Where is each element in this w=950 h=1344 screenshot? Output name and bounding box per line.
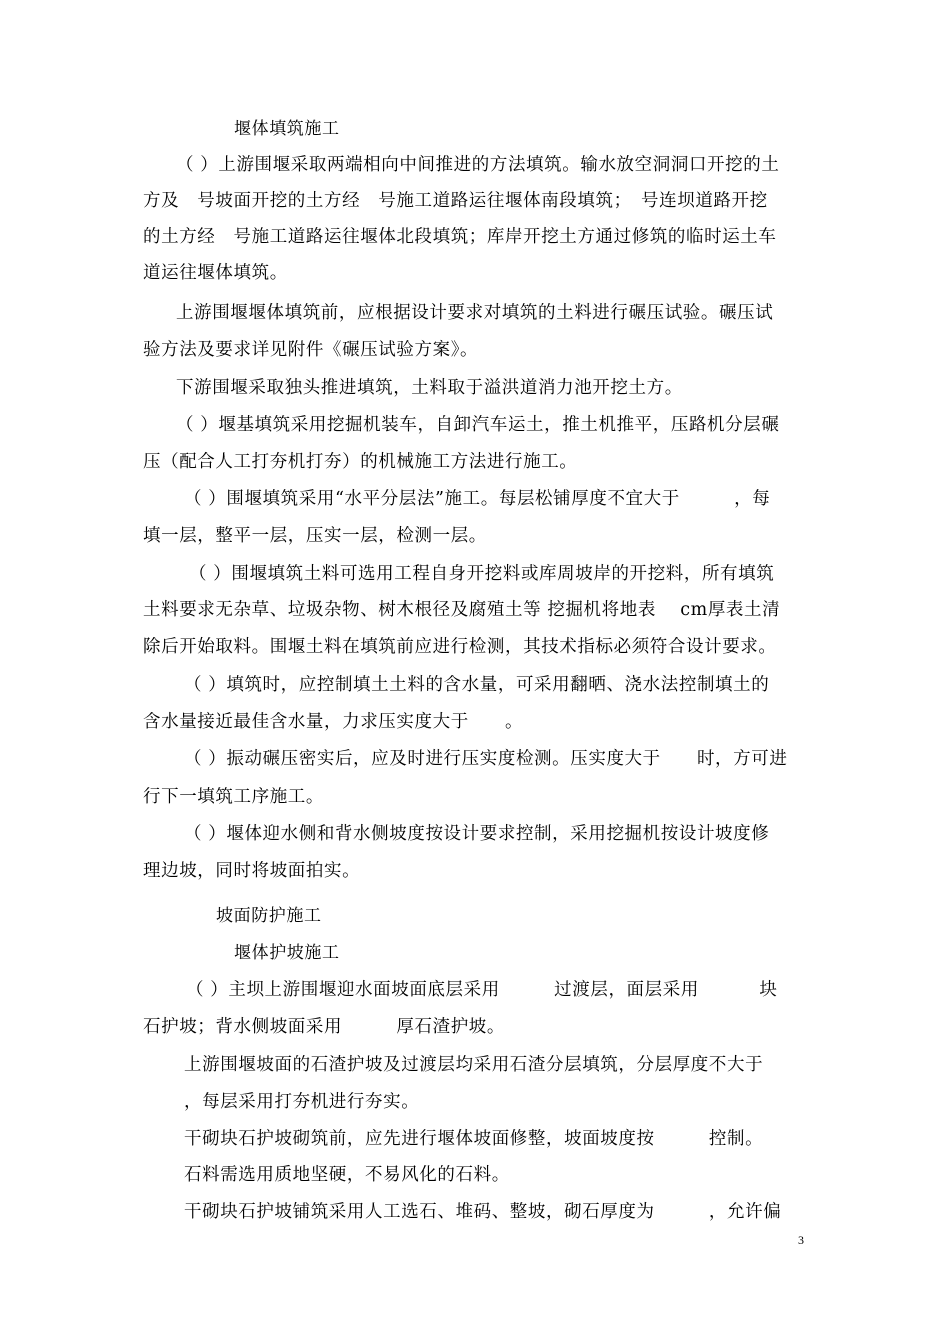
- paragraph-line: ，每层采用打夯机进行夯实。: [184, 1092, 420, 1112]
- paragraph-line: 干砌块石护坡砌筑前，应先进行堰体坡面修整，坡面坡度按 控制。: [184, 1129, 764, 1149]
- paragraph-line: 行下一填筑工序施工。: [143, 787, 324, 807]
- paragraph-line: （ ）围堰填筑土料可选用工程自身开挖料或库周坡岸的开挖料，所有填筑: [189, 564, 775, 584]
- heading-slope-protection: 坡面防护施工: [216, 906, 322, 926]
- heading-weir-fill-construction: 堰体填筑施工: [234, 119, 340, 139]
- paragraph-line: 理边坡，同时将坡面拍实。: [143, 861, 361, 881]
- paragraph-line: 上游围堰堰体填筑前，应根据设计要求对填筑的土料进行碾压试验。碾压试: [176, 303, 774, 323]
- paragraph-line: （ ）振动碾压密实后，应及时进行压实度检测。压实度大于 时，方可进: [184, 749, 788, 769]
- page-number: 3: [798, 1233, 804, 1247]
- paragraph-line: （ ）堰基填筑采用挖掘机装车，自卸汽车运土，推土机推平，压路机分层碾: [176, 415, 780, 435]
- paragraph-line: （ ）上游围堰采取两端相向中间推进的方法填筑。输水放空洞洞口开挖的土: [176, 155, 780, 175]
- paragraph-line: 方及 号坡面开挖的土方经 号施工道路运往堰体南段填筑； 号连坝道路开挖: [143, 191, 768, 211]
- paragraph-line: 的土方经 号施工道路运往堰体北段填筑；库岸开挖土方通过修筑的临时运土车: [143, 227, 777, 247]
- heading-weir-slope-protection: 堰体护坡施工: [234, 943, 340, 963]
- paragraph-line: 填一层，整平一层，压实一层，检测一层。: [143, 526, 487, 546]
- paragraph-line: 道运往堰体填筑。: [143, 263, 288, 283]
- paragraph-line: 土料要求无杂草、垃圾杂物、树木根径及腐殖土等 挖掘机将地表 cm厚表土清: [143, 600, 781, 620]
- paragraph-line: 压（配合人工打夯机打夯）的机械施工方法进行施工。: [143, 452, 578, 472]
- paragraph-line: 下游围堰采取独头推进填筑，土料取于溢洪道消力池开挖土方。: [176, 378, 683, 398]
- paragraph-line: （ ）围堰填筑采用“水平分层法”施工。每层松铺厚度不宜大于 ，每: [184, 489, 771, 509]
- paragraph-line: 含水量接近最佳含水量，力求压实度大于 。: [143, 712, 524, 732]
- paragraph-line: 石料需选用质地坚硬，不易风化的石料。: [184, 1165, 510, 1185]
- paragraph-line: 验方法及要求详见附件《碾压试验方案》。: [143, 340, 479, 360]
- paragraph-line: （ ）堰体迎水侧和背水侧坡度按设计要求控制，采用挖掘机按设计坡度修: [184, 824, 770, 844]
- paragraph-line: （ ）主坝上游围堰迎水面坡面底层采用 过渡层，面层采用 块: [186, 980, 778, 1000]
- paragraph-line: 上游围堰坡面的石渣护坡及过渡层均采用石渣分层填筑，分层厚度不大于: [184, 1055, 764, 1075]
- paragraph-line: 除后开始取料。围堰土料在填筑前应进行检测，其技术指标必须符合设计要求。: [143, 637, 777, 657]
- paragraph-line: 干砌块石护坡铺筑采用人工选石、堆码、整坡，砌石厚度为 ，允许偏: [184, 1202, 782, 1222]
- paragraph-line: （ ）填筑时，应控制填土土料的含水量，可采用翻晒、浇水法控制填土的: [184, 675, 770, 695]
- paragraph-line: 石护坡；背水侧坡面采用 厚石渣护坡。: [143, 1017, 505, 1037]
